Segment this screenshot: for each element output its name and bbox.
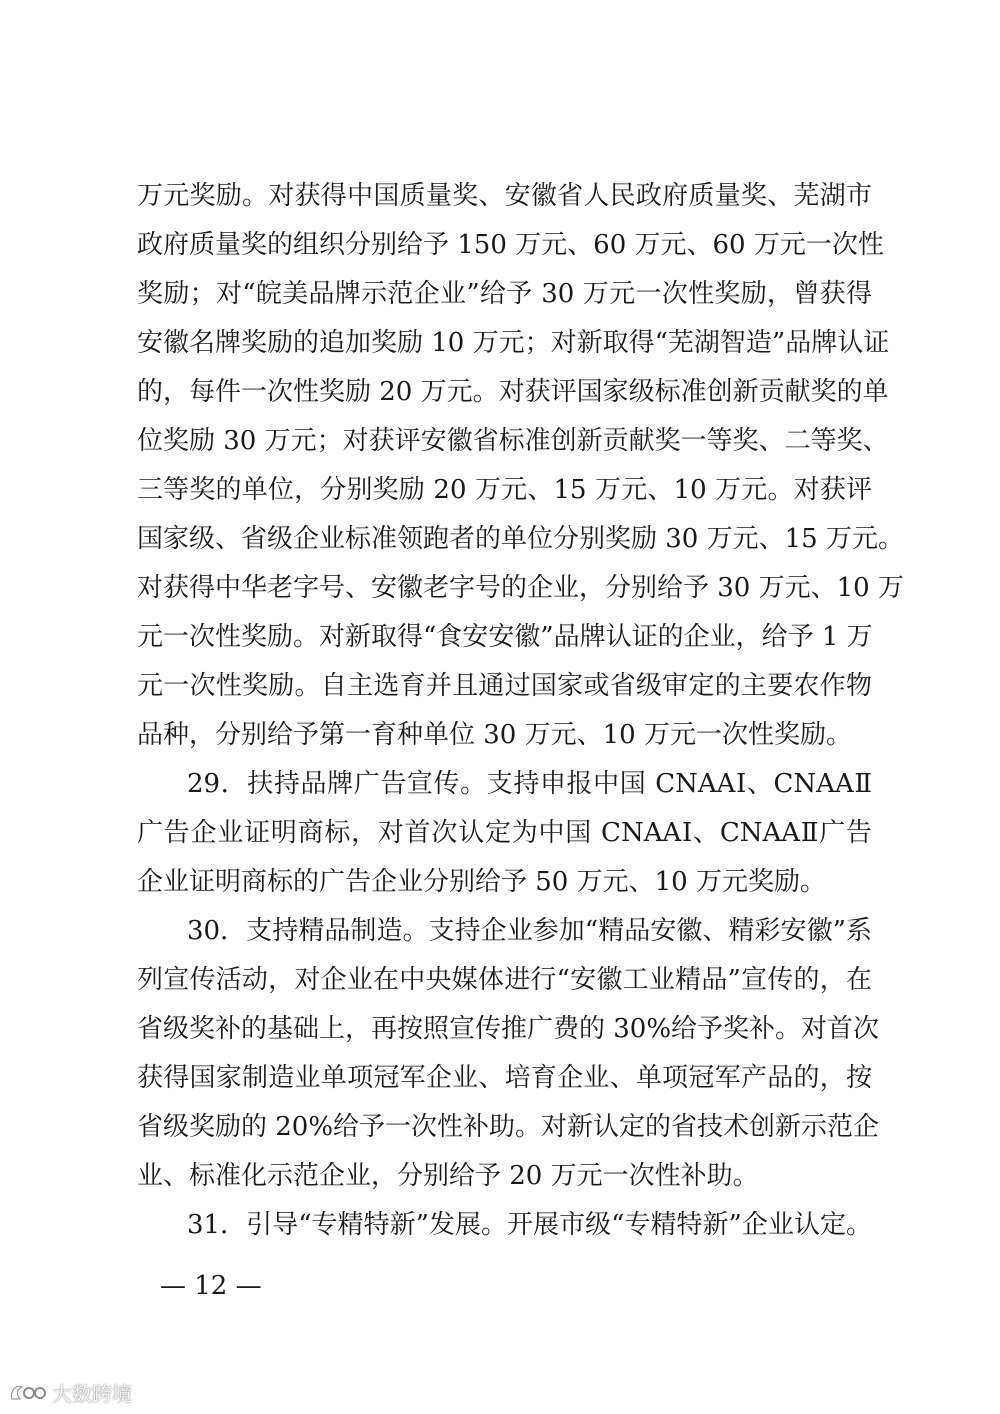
paragraph-heading-30: 30．支持精品制造。支持企业参加“精品安徽、精彩安徽”系 [187,916,872,946]
text-line: 企业证明商标的广告企业分别给予 50 万元、10 万元奖励。 [137,867,826,897]
text-line: 万元奖励。对获得中国质量奖、安徽省人民政府质量奖、芜湖市 [137,181,872,211]
text-line: 位奖励 30 万元；对获评安徽省标准创新贡献奖一等奖、二等奖、 [137,426,889,456]
text-line: 三等奖的单位，分别奖励 20 万元、15 万元、10 万元。对获评 [137,475,872,505]
text-line: 省级奖补的基础上，再按照宣传推广费的 30%给予奖补。对首次 [137,1014,880,1044]
text-line: 元一次性奖励。自主选育并且通过国家或省级审定的主要农作物 [137,671,872,701]
text-line: 广告企业证明商标，对首次认定为中国 CNAAⅠ、CNAAⅡ广告 [137,818,872,848]
text-line: 品种，分别给予第一育种单位 30 万元、10 万元一次性奖励。 [137,720,852,750]
text-line: 列宣传活动，对企业在中央媒体进行“安徽工业精品”宣传的，在 [137,965,872,995]
text-line: 获得国家制造业单项冠军企业、培育企业、单项冠军产品的，按 [137,1063,872,1093]
text-line: 安徽名牌奖励的追加奖励 10 万元；对新取得“芜湖智造”品牌认证 [137,328,890,358]
text-line: 国家级、省级企业标准领跑者的单位分别奖励 30 万元、15 万元。 [137,524,904,554]
text-line: 的，每件一次性奖励 20 万元。对获评国家级标准创新贡献奖的单 [137,377,889,407]
page-number: — 12 — [160,1271,262,1301]
watermark-text: 大数跨境 [52,1381,132,1406]
paragraph-heading-29: 29．扶持品牌广告宣传。支持申报中国 CNAAⅠ、CNAAⅡ [187,769,872,799]
watermark [8,1378,132,1406]
text-line: 奖励；对“皖美品牌示范企业”给予 30 万元一次性奖励，曾获得 [137,279,872,309]
text-line: 元一次性奖励。对新取得“食安安徽”品牌认证的企业，给予 1 万 [137,622,873,652]
paragraph-heading-31: 31．引导“专精特新”发展。开展市级“专精特新”企业认定。 [187,1210,872,1240]
text-line: 省级奖励的 20%给予一次性补助。对新认定的省技术创新示范企 [137,1112,880,1142]
brand-logo-icon [8,1381,48,1403]
text-line: 政府质量奖的组织分别给予 150 万元、60 万元、60 万元一次性 [137,230,884,260]
text-line: 对获得中华老字号、安徽老字号的企业，分别给予 30 万元、10 万 [137,573,904,603]
text-line: 业、标准化示范企业，分别给予 20 万元一次性补助。 [137,1161,759,1191]
